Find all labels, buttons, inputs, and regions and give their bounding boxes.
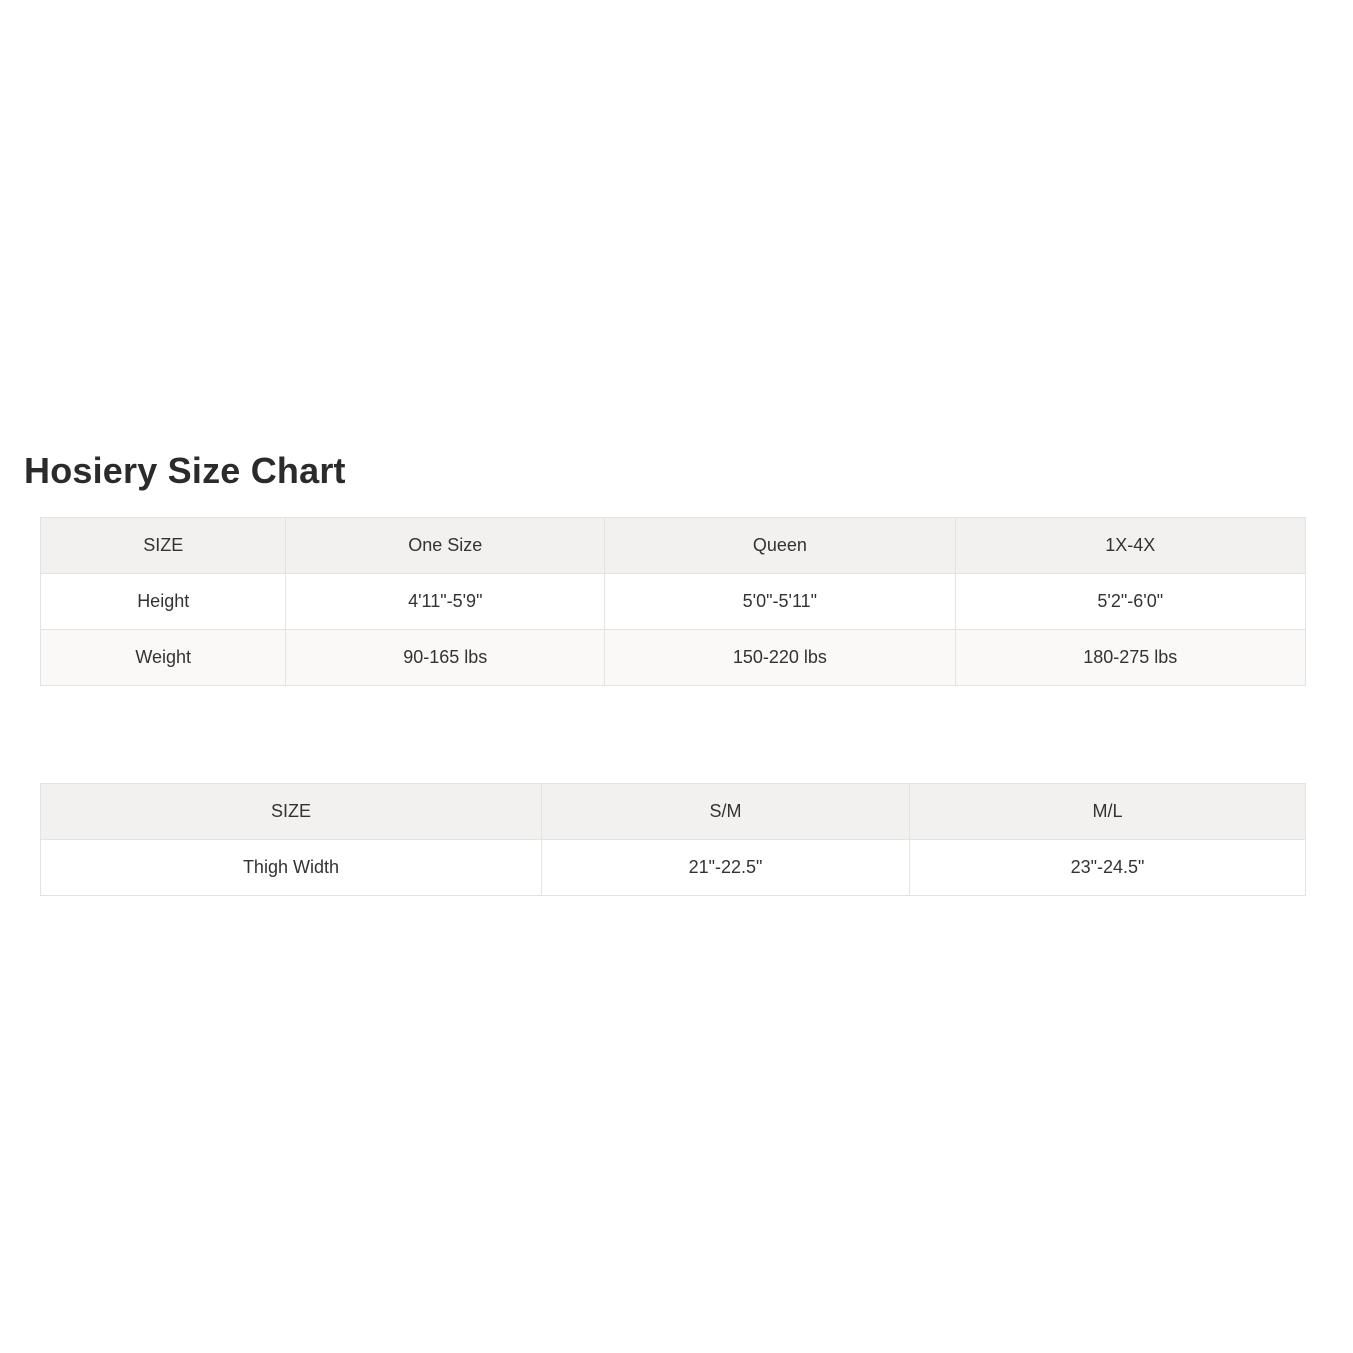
value-cell: 4'11"-5'9" (286, 574, 605, 630)
thigh-width-size-table (40, 783, 1306, 896)
table-row (41, 840, 1306, 896)
row-label: Height (41, 574, 286, 630)
column-header: M/L (910, 784, 1306, 840)
column-header: Queen (605, 518, 955, 574)
value-cell: 180-275 lbs (955, 630, 1305, 686)
row-label: Thigh Width (41, 840, 542, 896)
column-header: 1X-4X (955, 518, 1305, 574)
page-title: Hosiery Size Chart (24, 450, 346, 492)
size-column-header: SIZE (41, 518, 286, 574)
column-header: One Size (286, 518, 605, 574)
value-cell: 23"-24.5" (910, 840, 1306, 896)
header-row (41, 784, 1306, 840)
value-cell: 150-220 lbs (605, 630, 955, 686)
value-cell: 21"-22.5" (541, 840, 909, 896)
value-cell: 5'2"-6'0" (955, 574, 1305, 630)
header-row (41, 518, 1306, 574)
column-header: S/M (541, 784, 909, 840)
size-column-header: SIZE (41, 784, 542, 840)
row-label: Weight (41, 630, 286, 686)
hosiery-size-chart-table (40, 517, 1306, 686)
table-row (41, 574, 1306, 630)
value-cell: 90-165 lbs (286, 630, 605, 686)
value-cell: 5'0"-5'11" (605, 574, 955, 630)
table-row (41, 630, 1306, 686)
